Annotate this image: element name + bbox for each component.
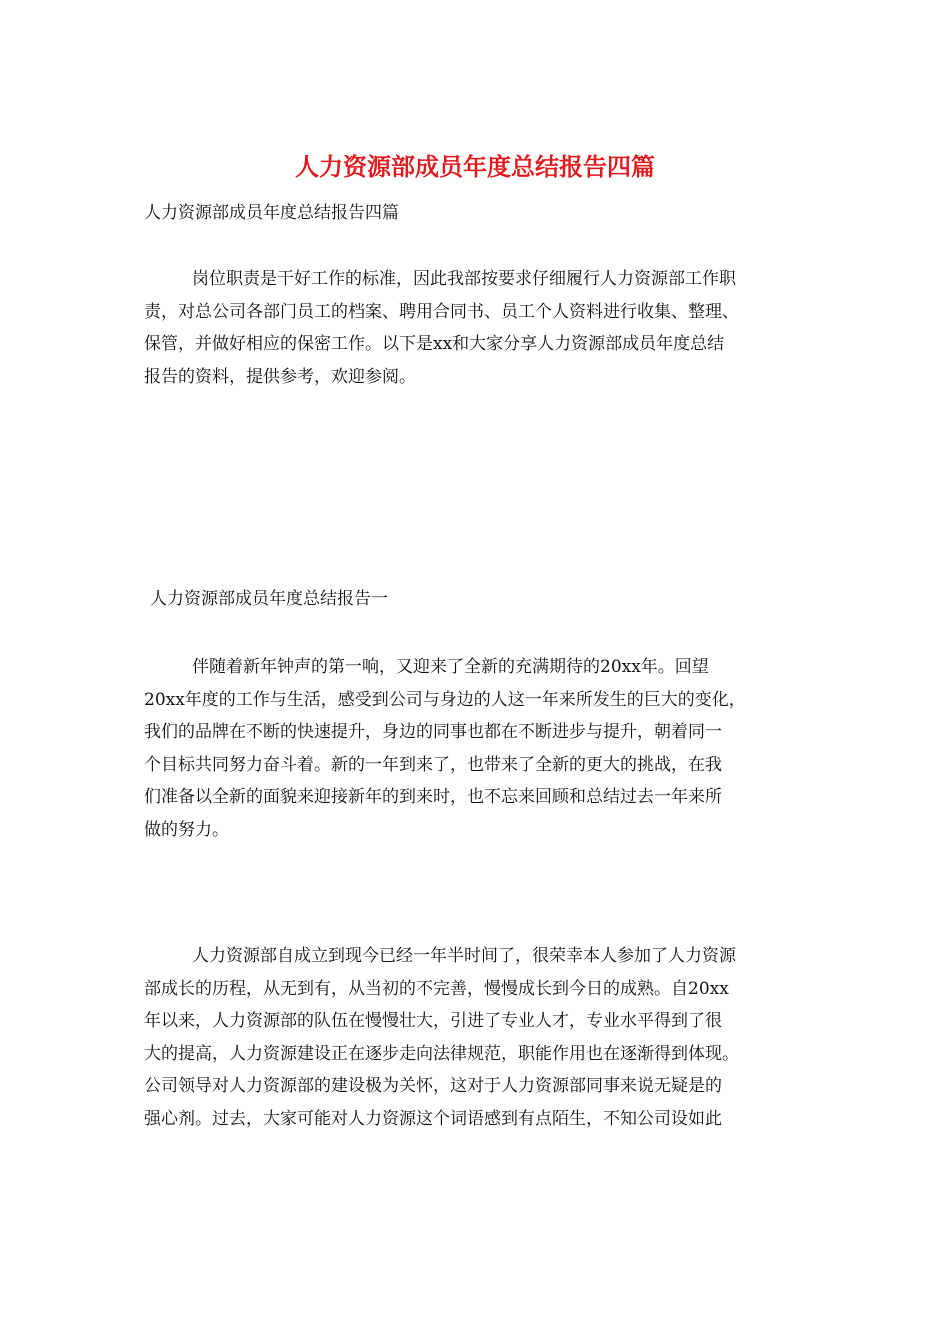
report-one-paragraph-1 [144, 651, 809, 847]
paragraph-line: 部成长的历程，从无到有，从当初的不完善，慢慢成长到今日的成熟。自20xx [144, 978, 729, 999]
paragraph-line: 伴随着新年钟声的第一响，又迎来了全新的充满期待的20xx年。回望 [192, 657, 709, 677]
document-subtitle: 人力资源部成员年度总结报告四篇 [144, 203, 399, 223]
intro-line: 保管，并做好相应的保密工作。以下是xx和大家分享人力资源部成员年度总结 [144, 334, 725, 355]
paragraph-line: 大的提高，人力资源建设正在逐步走向法律规范，职能作用也在逐渐得到体现。 [144, 1043, 739, 1064]
paragraph-line: 人力资源部自成立到现今已经一年半时间了，很荣幸本人参加了人力资源 [192, 946, 736, 966]
section-heading-report-one: 人力资源部成员年度总结报告一 [150, 589, 388, 609]
report-one-paragraph-2 [144, 940, 809, 1136]
document-title: 人力资源部成员年度总结报告四篇 [295, 152, 655, 181]
paragraph-line: 强心剂。过去，大家可能对人力资源这个词语感到有点陌生，不知公司设如此 [144, 1108, 722, 1129]
paragraph-line: 个目标共同努力奋斗着。新的一年到来了，也带来了全新的更大的挑战，在我 [144, 754, 722, 775]
intro-line: 岗位职责是干好工作的标准，因此我部按要求仔细履行人力资源部工作职 [192, 269, 736, 289]
paragraph-line: 20xx年度的工作与生活，感受到公司与身边的人这一年来所发生的巨大的变化， [144, 689, 746, 710]
paragraph-line: 们准备以全新的面貌来迎接新年的到来时，也不忘来回顾和总结过去一年来所 [144, 787, 722, 808]
intro-line: 报告的资料，提供参考，欢迎参阅。 [144, 366, 416, 387]
paragraph-line: 我们的品牌在不断的快速提升，身边的同事也都在不断进步与提升，朝着同一 [144, 722, 722, 743]
paragraph-line: 做的努力。 [144, 819, 229, 840]
paragraph-line: 年以来，人力资源部的队伍在慢慢壮大，引进了专业人才，专业水平得到了很 [144, 1011, 722, 1032]
intro-paragraph [144, 263, 809, 393]
intro-line: 责，对总公司各部门员工的档案、聘用合同书、员工个人资料进行收集、整理、 [144, 301, 739, 322]
paragraph-line: 公司领导对人力资源部的建设极为关怀，这对于人力资源部同事来说无疑是的 [144, 1076, 722, 1097]
